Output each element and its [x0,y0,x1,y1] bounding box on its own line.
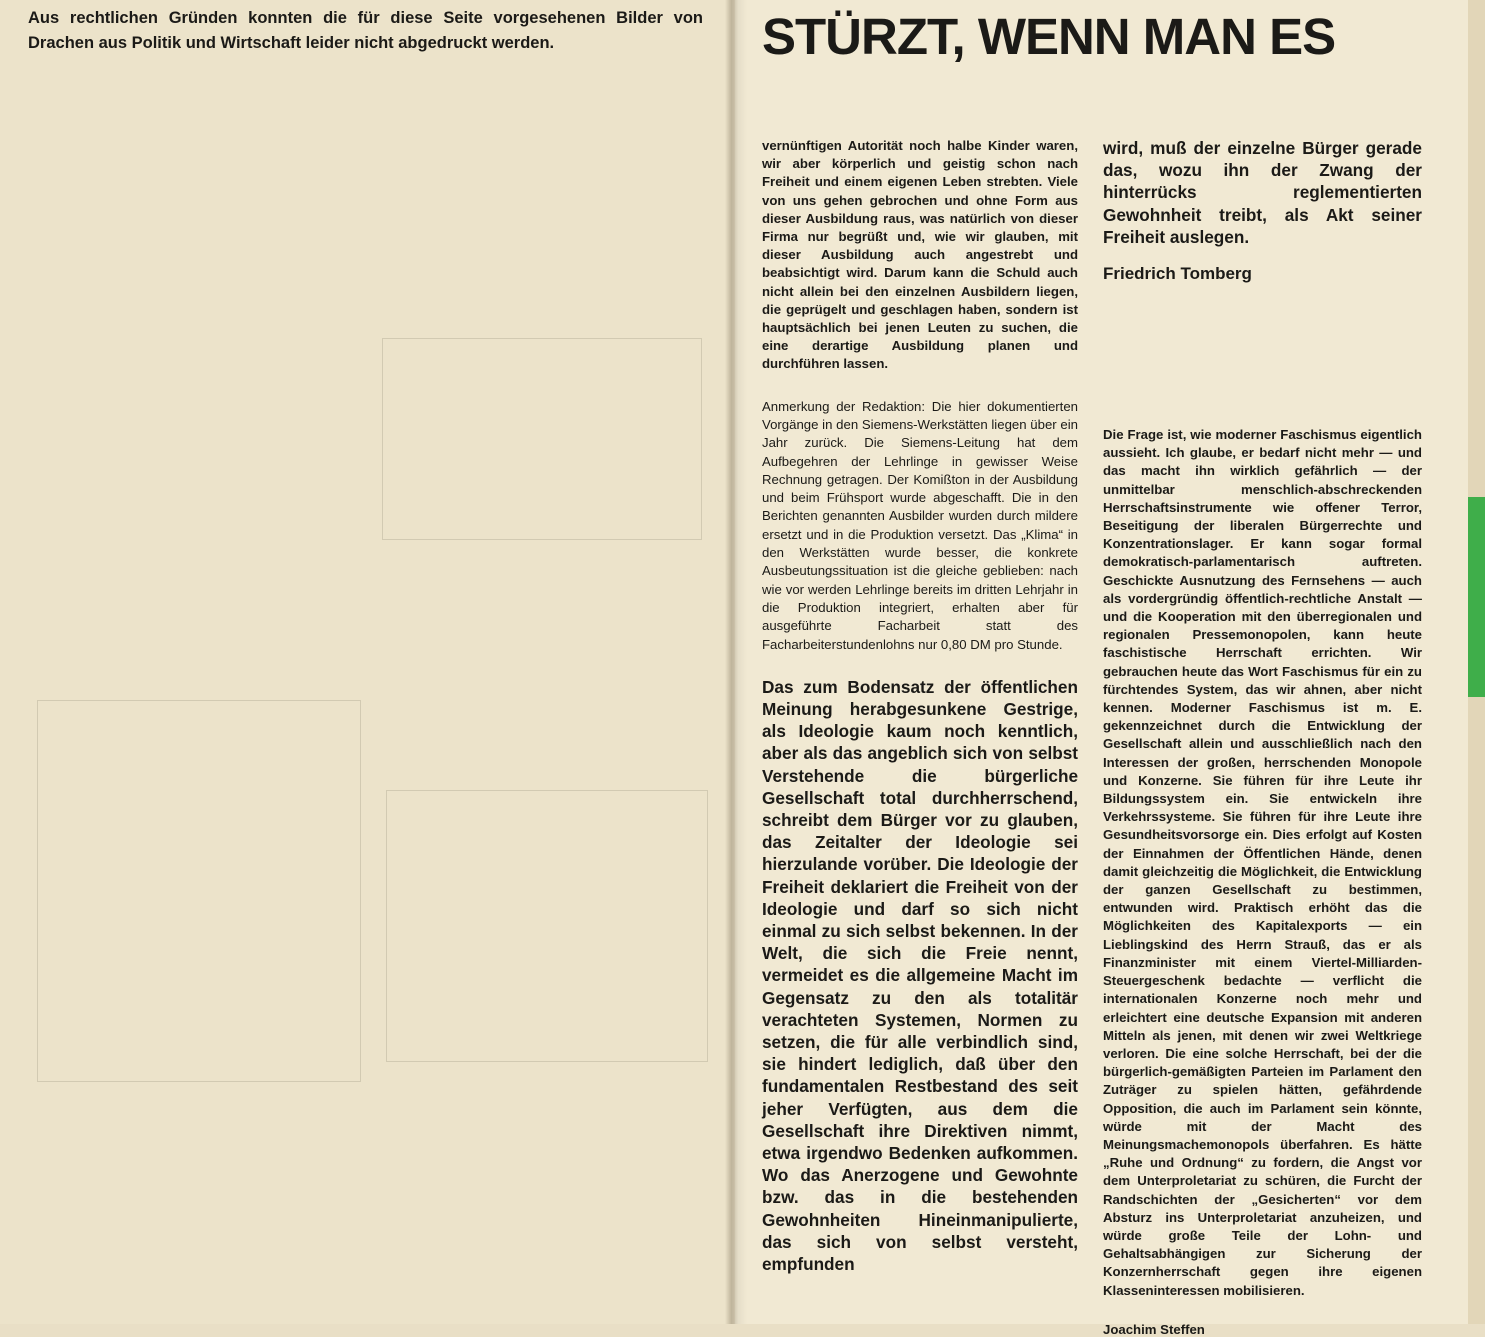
left-page [0,0,733,1324]
bleed-through-column-2 [382,145,700,1305]
steffen-essay: Die Frage ist, wie moderner Faschismus eigentlich aussieht. Ich glaube, er bedarf nicht mehr — und das macht ihn wirklich gefährlich — der unmittelbar menschlich-abschreckenden Herrschaftsinstrumente wie offener Terror, Beseitigung der liberalen Bürgerrechte und Konzentrationslager. Er kann sogar formal demokratisch-parlamentarisch auftreten. Geschickte Ausnutzung des Fernsehens — auch als vordergründig öffentlich-rechtliche Anstalt — und die Kooperation mit den überregionalen und regionalen Pressemonopolen, kann heute faschistische Herrschaft errichten. Wir gebrauchen heute das Wort Faschismus für ein zu fürchtendes System, das wir ahnen, aber nicht kennen. Moderner Faschismus ist m. E. gekennzeichnet durch die Entwicklung der Gesellschaft allein und ausschließlich nach den Interessen der großen, herrschenden Monopole und Konzerne. Sie führen für ihre Leute ihr Bildungssystem ein. Sie entwickeln ihre Verkehrssysteme. Sie führen für ihre Leute ihre Gesundheitsvorsorge ein. Dies erfolgt auf Kosten der Einnahmen der Öffentlichen Hände, denen damit gleichzeitig die Möglichkeit, die Entwicklung der ganzen Gesellschaft zu bestimmen, entwunden wird. Praktisch erhöht das die Möglichkeiten des Kapitalexports — ein Lieblingskind des Herrn Strauß, das er als Finanzminister mit einem Viertel-Milliarden-Steuergeschenk bedachte — verflicht die internationalen Konzerne noch mehr und erleichtert eine deutsche Expansion mit anderen Mitteln als jenen, mit denen wir zwei Weltkriege verloren. Die eine solche Herrschaft, bei der die bürgerlich-gemäßigten Parteien im Parlament den Zuträger zu spielen hätten, gefährdende Opposition, die auch im Parlament sein könnte, würde mit der Macht des Meinungsmachemonopols überfahren. Es hätte „Ruhe und Ordnung“ zu fordern, die Angst vor dem Unterproletariat zu schüren, die Furcht der Randschichten der „Gesicherten“ vor dem Absturz ins Unterproletariat anzuheizen, und würde große Teile der Lohn- und Gehaltsabhängigen zur Sicherung der Konzernherrschaft gegen ihre eigenen Klasseninteressen mobilisieren. [1103,427,1422,1298]
editor-note: Anmerkung der Redaktion: Die hier dokumentierten Vorgänge in den Siemens-Werkstätten liegen über ein Jahr zurück. Die Siemens-Leitung hat dem Aufbegehren der Lehrlinge in gewisser Weise Rechnung getragen. Der Komißton in der Ausbildung und beim Frühsport wurde abgeschafft. Die in den Berichten genannten Ausbilder wurden durch mildere ersetzt und in die Produktion versetzt. Das „Klima“ in den Werkstätten wurde besser, die konkrete Ausbeutungssituation ist die gleiche geblieben: nach wie vor werden Lehrlinge bereits im dritten Lehrjahr in die Produktion integriert, erhalten aber für ausgeführte Facharbeit statt des Facharbeiterstundenlohns nur 0,80 DM pro Stunde. [762,398,1078,652]
column-a [762,137,1078,1275]
tomberg-quote-end: wird, muß der einzelne Bürger gerade das, wozu ihn der Zwang der hinterrücks reglementierten Gewohnheit treibt, als Akt seiner Freiheit auslegen. [1103,138,1422,247]
bleed-through-box-1 [382,338,702,540]
column-b [1103,137,1422,284]
bleed-through-box-3 [386,790,708,1062]
legal-notice: Aus rechtlichen Gründen konnten die für diese Seite vorgesehenen Bilder von Drachen aus Politik und Wirtschaft leider nicht abgedruckt werden. [28,9,703,52]
bleed-through-box-2 [37,700,361,1082]
essay-author: Joachim Steffen [1103,1321,1205,1337]
quote-author: Friedrich Tomberg [1103,264,1252,284]
tomberg-quote: Das zum Bodensatz der öffentlichen Meinung herabgesunkene Gestrige, als Ideologie kaum noch kenntlich, aber als das angeblich sich von selbst Verstehende die bürgerliche Gesellschaft total durchherrschend, schreibt dem Bürger vor zu glauben, das Zeitalter der Ideologie sei hierzulande vorüber. Die Ideologie der Freiheit deklariert die Freiheit von der Ideologie und darf so sich nicht einmal zu sich selbst bekennen. In der Welt, die sich die Freie nennt, vermeidet es die allgemeine Macht im Gegensatz zu den als totalitär verachteten Systemen, Normen zu setzen, die für alle verbindlich sind, sie hindert lediglich, daß über den fundamentalen Restbestand des seit jeher Verfügten, aus dem die Gesellschaft ihre Direktiven nimmt, etwa irgendwo Bedenken aufkommen. Wo das Anerzogene und Gewohnte bzw. das in die bestehenden Gewohnheiten Hineinmanipulierte, das sich von selbst versteht, empfunden [762,676,1078,1275]
headline: STÜRZT, WENN MAN ES [762,8,1336,65]
column-a-paragraph: vernünftigen Autorität noch halbe Kinder waren, wir aber körperlich und geistig schon nach Freiheit und einem eigenen Leben strebten. Viele von uns gehen gebrochen und ohne Form aus dieser Ausbildung raus, was natürlich von dieser Firma nur begrüßt und, wie wir glauben, mit dieser Ausbildung auch angestrebt und beabsichtigt wird. Darum kann die Schuld auch nicht allein bei den einzelnen Ausbildern liegen, die geprügelt und geschlagen haben, sondern ist hauptsächlich bei jenen Leuten zu suchen, die eine derartige Ausbildung planen und durchführen lassen. [762,138,1078,372]
page-gutter [725,0,747,1324]
green-page-tab [1468,497,1485,697]
steffen-essay-block [1103,426,1422,1337]
